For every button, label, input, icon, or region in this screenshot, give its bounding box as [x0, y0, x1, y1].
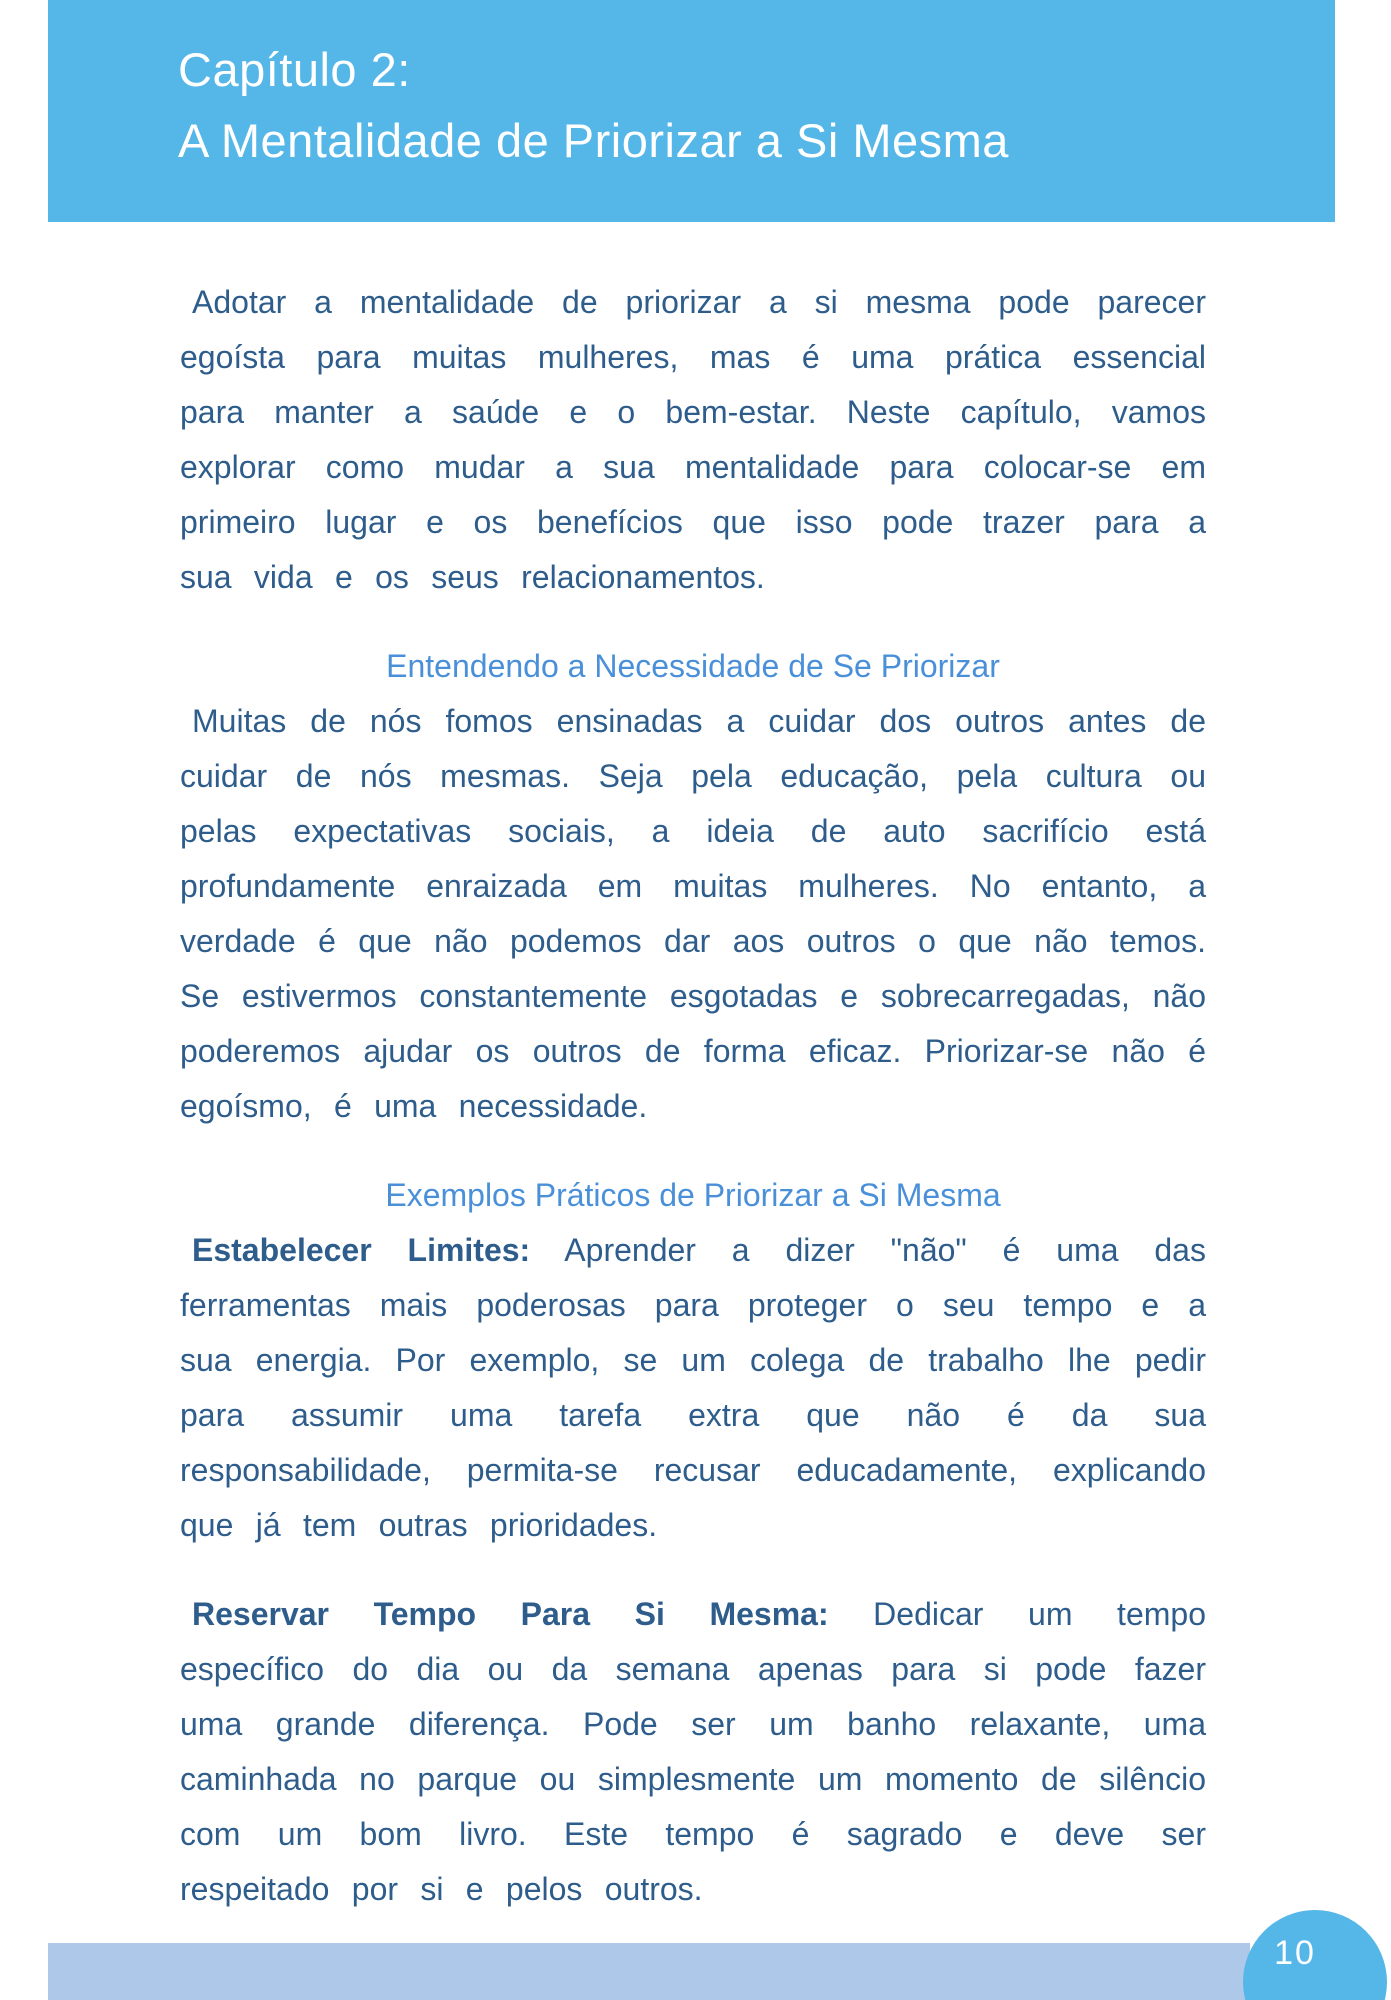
section-heading-examples: Exemplos Práticos de Priorizar a Si Mesma: [385, 1177, 1001, 1213]
page-number-badge: [1243, 1910, 1387, 2000]
paragraph-reserve-time: [180, 1587, 1206, 1917]
text-set-limits: Aprender a dizer "não" é uma das ferramentas mais poderosas para proteger o seu tempo e a sua energia. Por exemplo, se um colega de trabalho lhe pedir para assumir uma tarefa extra que não é da sua responsabilidade, permita-se recusar educadamente, explicando que já tem outras prioridades.: [180, 1232, 1206, 1543]
paragraph-intro: Adotar a mentalidade de priorizar a si mesma pode parecer egoísta para muitas mulheres, mas é uma prática essencial para manter a saúde e o bem-estar. Neste capítulo, vamos explorar como mudar a sua mentalidade para colocar-se em primeiro lugar e os benefícios que isso pode trazer para a sua vida e os seus relacionamentos.: [180, 284, 1206, 595]
page-number: 10: [1274, 1934, 1316, 1972]
section-heading-understanding: Entendendo a Necessidade de Se Priorizar: [386, 648, 1000, 684]
chapter-title-line1: Capítulo 2:: [178, 43, 411, 96]
chapter-title: [178, 34, 1009, 176]
paragraph-understanding: Muitas de nós fomos ensinadas a cuidar dos outros antes de cuidar de nós mesmas. Seja pela educação, pela cultura ou pelas expectativas sociais, a ideia de auto sacrifício está profundamente enraizada em muitas mulheres. No entanto, a verdade é que não podemos dar aos outros o que não temos. Se estivermos constantemente esgotadas e sobrecarregadas, não poderemos ajudar os outros de forma eficaz. Priorizar-se não é egoísmo, é uma necessidade.: [180, 703, 1206, 1124]
page-body-text: [180, 275, 1206, 1917]
chapter-header-band: [48, 0, 1335, 222]
chapter-title-line2: A Mentalidade de Priorizar a Si Mesma: [178, 114, 1009, 167]
text-reserve-time: Dedicar um tempo específico do dia ou da semana apenas para si pode fazer uma grande diferença. Pode ser um banho relaxante, uma caminhada no parque ou simplesmente um momento de silêncio com um bom livro. Este tempo é sagrado e deve ser respeitado por si e pelos outros.: [180, 1596, 1206, 1907]
footer-band: [48, 1943, 1250, 2000]
paragraph-set-limits: [180, 1223, 1206, 1553]
lead-reserve-time: Reservar Tempo Para Si Mesma:: [192, 1596, 829, 1632]
lead-set-limits: Estabelecer Limites:: [192, 1232, 531, 1268]
